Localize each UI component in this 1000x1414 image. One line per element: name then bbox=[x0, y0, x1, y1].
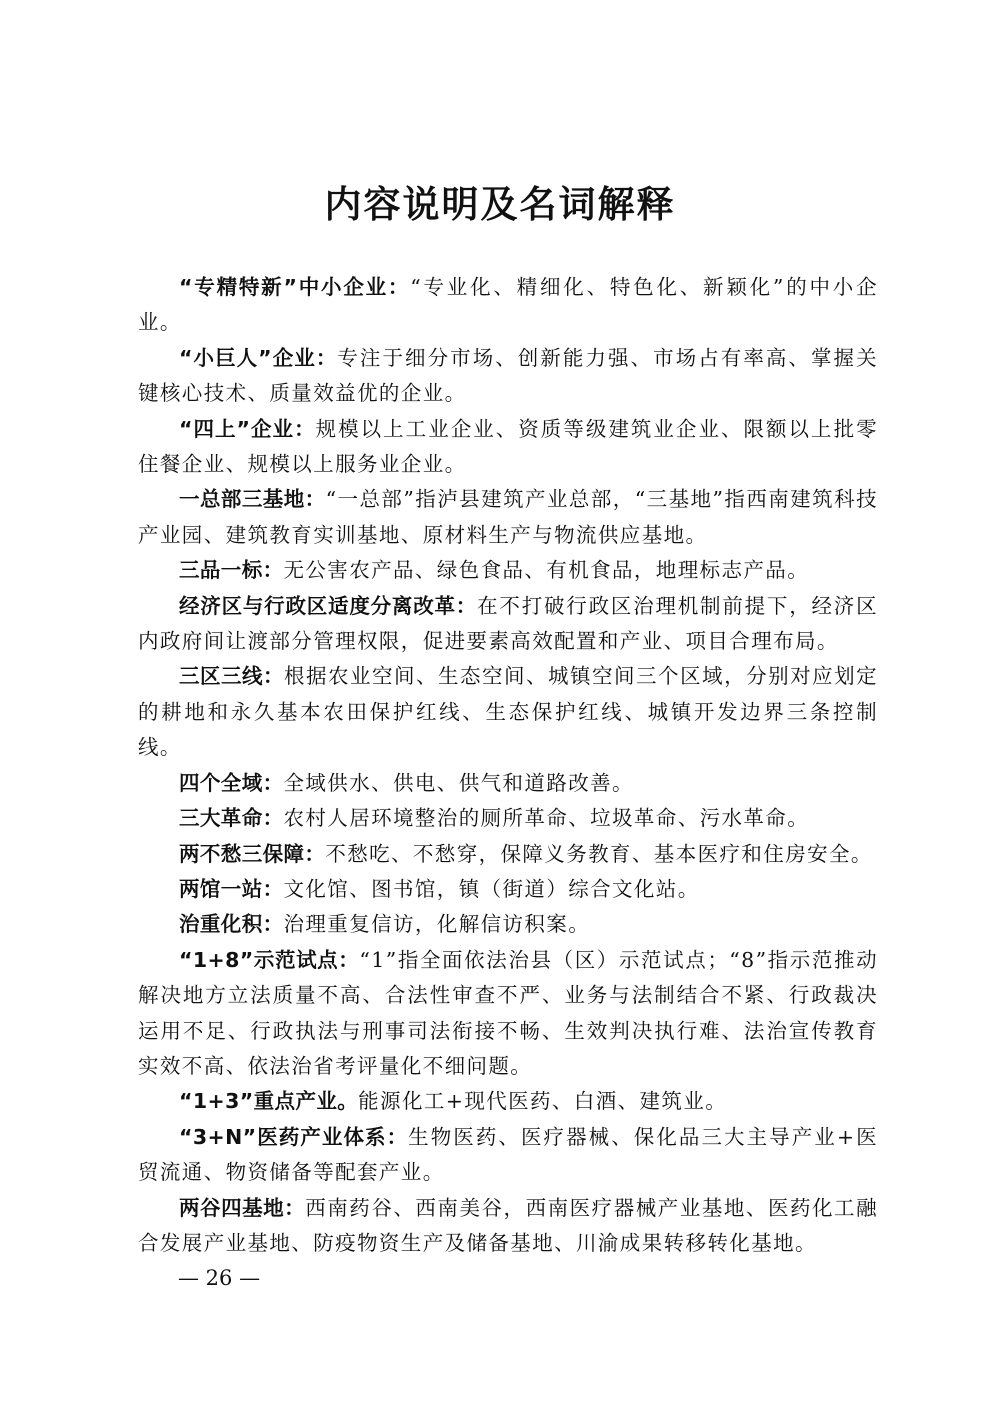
glossary-entry bbox=[138, 412, 878, 483]
glossary-definition: 西南药谷、西南美谷，西南医疗器械产业基地、医药化工融合发展产业基地、防疫物资生产及储备基地、川渝成果转移转化基地。 bbox=[138, 1195, 878, 1255]
glossary-term: “四上”企业： bbox=[179, 416, 316, 441]
glossary-entry bbox=[138, 766, 878, 801]
glossary-definition: 能源化工+现代医药、白酒、建筑业。 bbox=[358, 1089, 728, 1114]
glossary-term: 一总部三基地： bbox=[179, 487, 326, 512]
glossary-term: 三品一标： bbox=[179, 558, 284, 583]
glossary-term: 经济区与行政区适度分离改革： bbox=[179, 593, 478, 618]
glossary-entry bbox=[138, 270, 878, 341]
glossary-entry bbox=[138, 1120, 878, 1191]
glossary-entry bbox=[138, 801, 878, 836]
glossary-term: 四个全域： bbox=[179, 770, 284, 795]
glossary-entry bbox=[138, 659, 878, 765]
glossary-term: “专精特新”中小企业： bbox=[179, 275, 411, 299]
glossary-term: “小巨人”企业： bbox=[179, 345, 338, 370]
glossary-definition: “1”指全面依法治县（区）示范试点；“8”指示范推动解决地方立法质量不高、合法性审查不严、业务与法制结合不紧、行政裁决运用不足、行政执法与刑事司法衔接不畅、生效判决执行难、法治宣传教育实效不高、依法治省考评量化不细问题。 bbox=[138, 947, 878, 1078]
glossary-entry bbox=[138, 553, 878, 588]
glossary-entry bbox=[138, 589, 878, 660]
glossary-definition: 专注于细分市场、创新能力强、市场占有率高、掌握关键核心技术、质量效益优的企业。 bbox=[138, 345, 878, 406]
glossary-term: “1+8”示范试点： bbox=[179, 947, 360, 972]
glossary-term: 两馆一站： bbox=[179, 876, 284, 901]
glossary-entry bbox=[138, 341, 878, 412]
glossary-term: 两谷四基地： bbox=[179, 1195, 306, 1220]
glossary-entry bbox=[138, 1084, 878, 1119]
glossary-entry bbox=[138, 482, 878, 553]
glossary-entry bbox=[138, 943, 878, 1085]
glossary-term: “1+3”重点产业。 bbox=[179, 1089, 359, 1114]
page-title: 内容说明及名词解释 bbox=[324, 182, 676, 226]
glossary-definition: 农村人居环境整治的厕所革命、垃圾革命、污水革命。 bbox=[283, 806, 810, 831]
glossary-entry bbox=[138, 1191, 878, 1262]
glossary-definition: 根据农业空间、生态空间、城镇空间三个区域，分别对应划定的耕地和永久基本农田保护红线、生态保护红线、城镇开发边界三条控制线。 bbox=[138, 664, 878, 760]
glossary-entry bbox=[138, 907, 878, 942]
glossary-definition: 规模以上工业企业、资质等级建筑业企业、限额以上批零住餐企业、规模以上服务业企业。 bbox=[138, 416, 878, 477]
glossary-entry bbox=[138, 837, 878, 872]
glossary-definition: 治理重复信访，化解信访积案。 bbox=[283, 912, 591, 937]
glossary-term: 治重化积： bbox=[179, 912, 284, 937]
glossary-definition: 不愁吃、不愁穿，保障义务教育、基本医疗和住房安全。 bbox=[325, 841, 873, 866]
glossary-entry bbox=[138, 872, 878, 907]
glossary-term: 三大革命： bbox=[179, 806, 284, 831]
page-number: — 26 — bbox=[178, 1266, 261, 1290]
glossary-definition: “一总部”指泸县建筑产业总部，“三基地”指西南建筑科技产业园、建筑教育实训基地、原材料生产与物流供应基地。 bbox=[138, 487, 878, 547]
glossary-definition: 文化馆、图书馆，镇（街道）综合文化站。 bbox=[283, 876, 700, 901]
glossary-definition: 全域供水、供电、供气和道路改善。 bbox=[283, 770, 634, 795]
glossary-term: “3+N”医药产业体系： bbox=[179, 1124, 409, 1149]
glossary-definition: 生物医药、医疗器械、保化品三大主导产业+医贸流通、物资储备等配套产业。 bbox=[138, 1124, 879, 1185]
glossary-definition: “专业化、精细化、特色化、新颖化”的中小企业。 bbox=[138, 275, 879, 335]
glossary-definition: 在不打破行政区治理机制前提下，经济区内政府间让渡部分管理权限，促进要素高效配置和产业、项目合理布局。 bbox=[138, 593, 878, 654]
glossary-list bbox=[138, 270, 878, 1261]
glossary-term: 两不愁三保障： bbox=[179, 841, 326, 866]
glossary-definition: 无公害农产品、绿色食品、有机食品，地理标志产品。 bbox=[283, 558, 810, 583]
glossary-term: 三区三线： bbox=[179, 664, 285, 689]
